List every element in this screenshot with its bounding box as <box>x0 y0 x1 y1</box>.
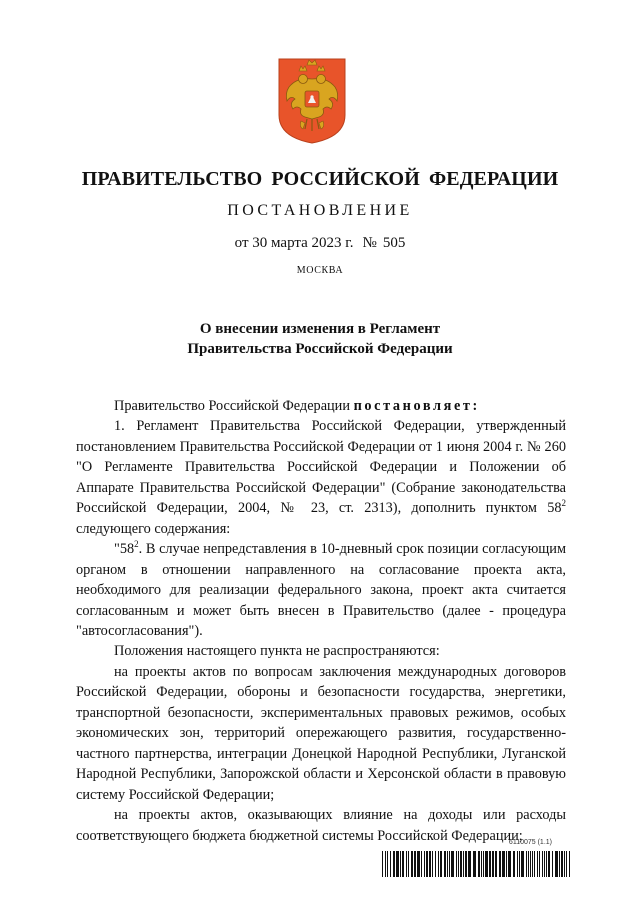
paragraph-exclusions-intro: Положения настоящего пункта не распространяются: <box>114 643 440 660</box>
paragraph-decree <box>76 396 566 416</box>
russian-coat-of-arms-icon <box>277 57 347 145</box>
decree-prefix: Правительство Российской Федерации <box>114 398 354 414</box>
document-number: 505 <box>382 235 406 251</box>
paragraph-58-2 <box>76 539 566 641</box>
document-number-label: № <box>362 235 377 251</box>
document-subject <box>0 319 640 359</box>
barcode-code: 6110075 (1.1) <box>508 839 552 846</box>
document-date: от 30 марта 2023 г. <box>234 235 354 251</box>
paragraph-exclusion-2: на проекты актов, оказывающих влияние на доходы или расходы соответствующего бюджета бюджетной системы Российской Федерации; <box>76 807 566 844</box>
paragraph-1 <box>76 416 566 539</box>
document-type: ПОСТАНОВЛЕНИЕ <box>227 202 413 219</box>
document-city: МОСКВА <box>296 265 344 276</box>
paragraph-1-text: 1. Регламент Правительства Российской Федерации, утвержденный постановлением Правительства Российской Федерации от 1 июня 2004 г. № 260 "О Регламенте Правительства Российской Федерации и Положении об Аппарате Правительства Российской Федерации" (Собрание законодательства Российской Федерации, 2004, № 23, ст. 2313), дополнить пунктом 58 <box>76 418 566 517</box>
paragraph-1-tail: следующего содержания: <box>76 520 231 537</box>
barcode-block <box>382 839 570 879</box>
document-body <box>76 396 566 846</box>
paragraph-exclusion-1: на проекты актов по вопросам заключения международных договоров Российской Федерации, обороны и безопасности государства, энергетики, транспортной безопасности, экспериментальных правовых режимов, особых экономических зон, территорий опережающего развития, государственно-частного партнерства, интеграции Донецкой Народной Республики, Луганской Народной Республики, Запорожской области и Херсонской области в правовую систему Российской Федерации; <box>76 663 566 803</box>
paragraph-58-2-text: . В случае непредставления в 10-дневный срок позиции согласующим органом в отношении направленного на согласование проекта акта, необходимого для реализации федерального закона, проект акта считается согласованным и может быть внесен в Правительство (далее - процедура "автосогласования"). <box>76 541 566 639</box>
paragraph-1-superscript: 2 <box>561 498 566 509</box>
subject-line-2: Правительства Российской Федерации <box>187 341 453 357</box>
government-title: ПРАВИТЕЛЬСТВО РОССИЙСКОЙ ФЕДЕРАЦИИ <box>81 168 559 190</box>
barcode-icon <box>382 851 570 877</box>
document-date-line <box>0 235 640 252</box>
subject-line-1: О внесении изменения в Регламент <box>199 321 441 337</box>
paragraph-58-2-lead: "58 <box>114 541 135 558</box>
decree-keyword: постановляет: <box>353 398 480 414</box>
paragraph-58-2-superscript: 2 <box>134 539 139 550</box>
